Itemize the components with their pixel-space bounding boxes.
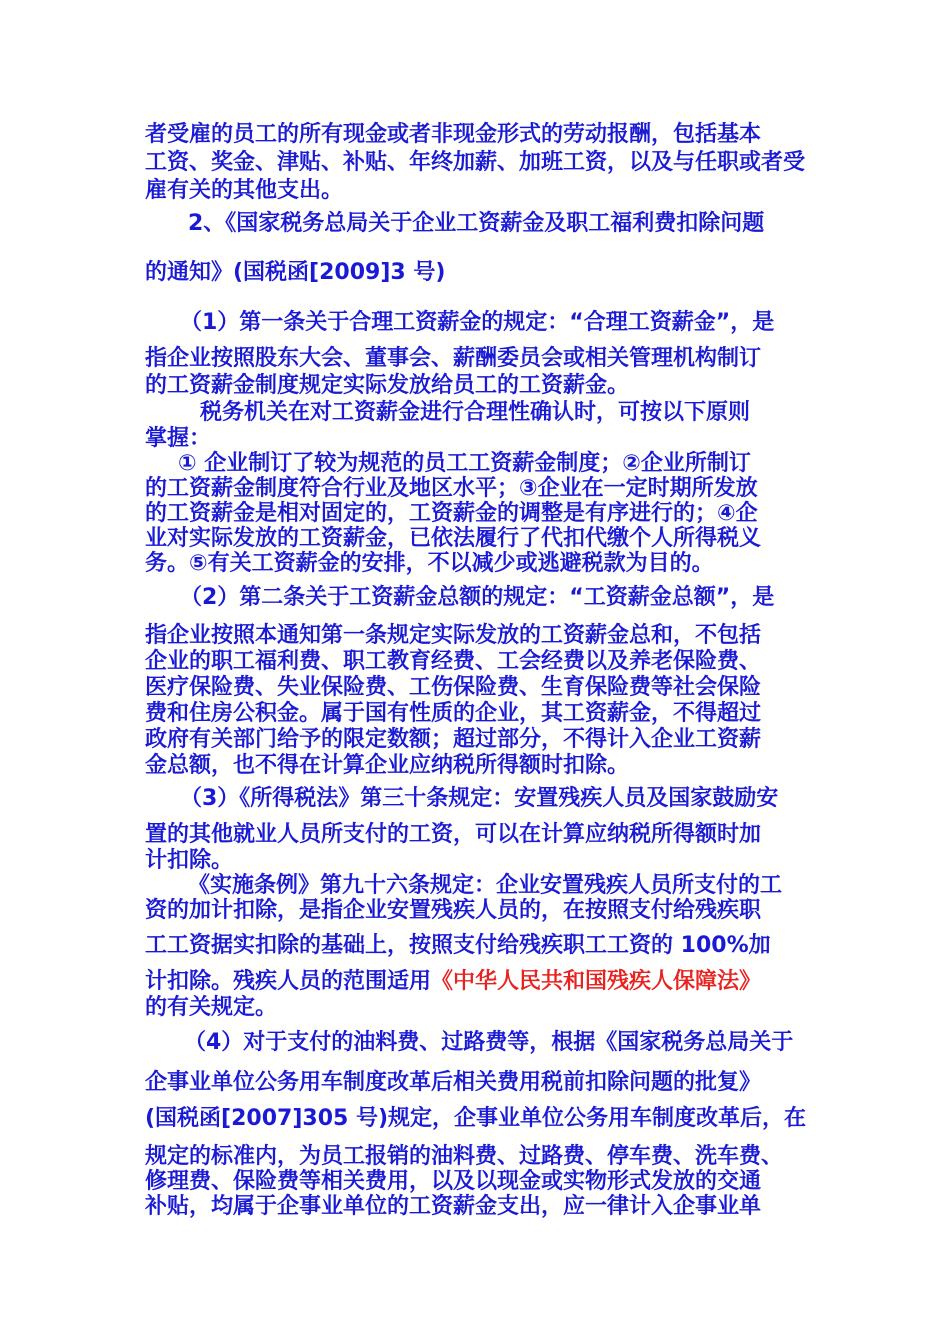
text-line: （3）《所得税法》第三十条规定：安置残疾人员及国家鼓励安 [180,786,779,811]
text-line: 指企业按照股东大会、董事会、薪酬委员会或相关管理机构制订 [145,346,762,371]
text-fragment: 计扣除。残疾人员的范围适用 [145,969,432,994]
text-line: 资的加计扣除，是指企业安置残疾人员的，在按照支付给残疾职 [145,898,762,923]
text-line: （4）对于支付的油料费、过路费等，根据《国家税务总局关于 [184,1030,794,1055]
text-line: 务。⑤有关工资薪金的安排，不以减少或逃避税款为目的。 [145,551,714,576]
text-line: 金总额，也不得在计算企业应纳税所得额时扣除。 [145,753,630,778]
text-line: ① 企业制订了较为规范的员工工资薪金制度；②企业所制订 [178,451,751,476]
text-line: 者受雇的员工的所有现金或者非现金形式的劳动报酬，包括基本 [145,122,762,147]
text-line: 工资、奖金、津贴、补贴、年终加薪、加班工资，以及与任职或者受 [145,150,806,175]
text-line: 医疗保险费、失业保险费、工伤保险费、生育保险费等社会保险 [145,675,762,700]
text-line: 政府有关部门给予的限定数额；超过部分，不得计入企业工资薪 [145,727,762,752]
text-line: 的工资薪金制度符合行业及地区水平；③企业在一定时期所发放 [145,476,758,501]
text-line: (国税函[2007]305 号)规定，企事业单位公务用车制度改革后，在 [145,1106,807,1131]
text-line: （1）第一条关于合理工资薪金的规定：“合理工资薪金”，是 [180,310,775,335]
text-line: 企业的职工福利费、职工教育经费、工会经费以及养老保险费、 [145,649,762,674]
text-line: 企事业单位公务用车制度改革后相关费用税前扣除问题的批复》 [145,1070,762,1095]
text-line: 补贴，均属于企事业单位的工资薪金支出，应一律计入企事业单 [145,1194,762,1219]
text-line: 雇有关的其他支出。 [145,178,344,203]
text-line: 掌握： [145,426,212,451]
text-line: 2、《国家税务总局关于企业工资薪金及职工福利费扣除问题 [188,211,765,236]
text-line: 计扣除。 [145,848,234,873]
text-line: 的工资薪金是相对固定的，工资薪金的调整是有序进行的；④企 [145,501,758,526]
text-line: 的工资薪金制度规定实际发放给员工的工资薪金。 [145,373,630,398]
text-line: 修理费、保险费等相关费用，以及以现金或实物形式发放的交通 [145,1169,762,1194]
text-line: 指企业按照本通知第一条规定实际发放的工资薪金总和，不包括 [145,623,762,648]
text-line: 业对实际发放的工资薪金，已依法履行了代扣代缴个人所得税义 [145,526,762,551]
text-line: （2）第二条关于工资薪金总额的规定：“工资薪金总额”，是 [180,585,775,610]
text-line: 费和住房公积金。属于国有性质的企业，其工资薪金，不得超过 [145,701,762,726]
text-line-with-law-title [145,969,810,995]
text-line: 置的其他就业人员所支付的工资，可以在计算应纳税所得额时加 [145,822,762,847]
text-line: 税务机关在对工资薪金进行合理性确认时，可按以下原则 [200,400,751,425]
text-line: 工工资据实扣除的基础上，按照支付给残疾职工工资的 100%加 [145,933,771,958]
text-line: 的有关规定。 [145,995,278,1020]
text-line: 《实施条例》第九十六条规定：企业安置残疾人员所支付的工 [188,873,783,898]
law-title-link: 《中华人民共和国残疾人保障法》 [431,969,762,994]
text-line: 规定的标准内，为员工报销的油料费、过路费、停车费、洗车费、 [145,1144,784,1169]
text-line: 的通知》(国税函[2009]3 号) [145,260,446,285]
